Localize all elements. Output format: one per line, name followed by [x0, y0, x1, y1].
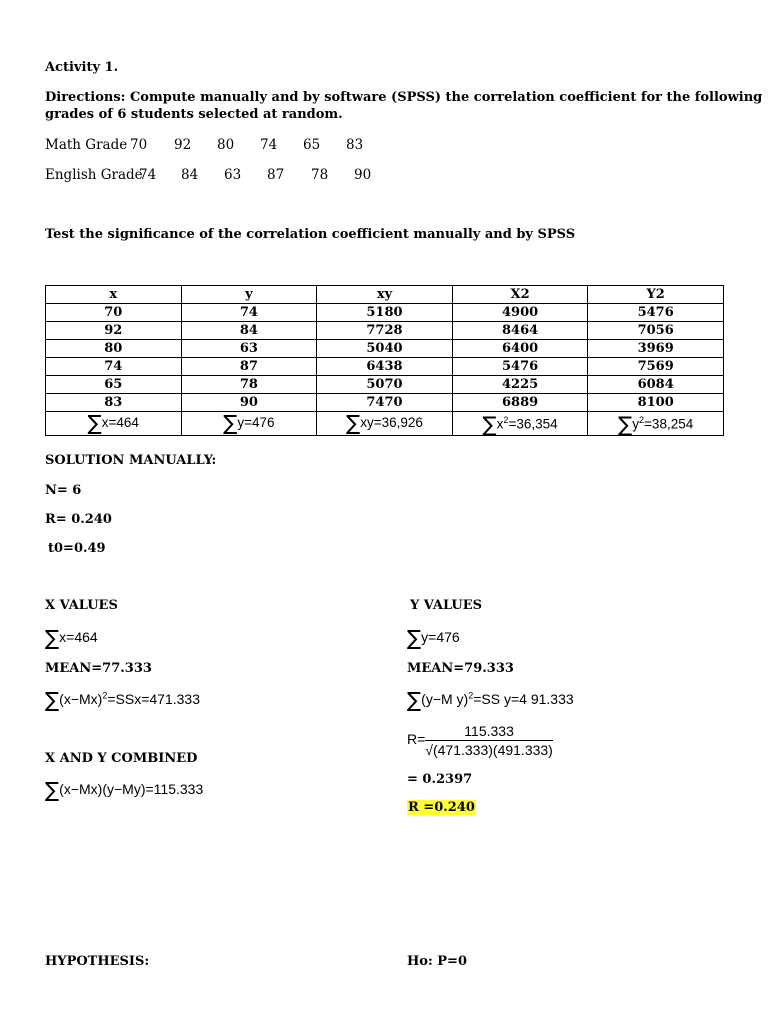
sigma-icon: ∑	[407, 688, 422, 712]
table-row	[46, 340, 724, 358]
table-cell: 74	[181, 304, 317, 322]
table-header-cell: y	[181, 286, 317, 304]
y-mean: MEAN=79.333	[407, 661, 514, 676]
x-mean: MEAN=77.333	[45, 661, 152, 676]
table-row	[46, 376, 724, 394]
sigma-icon: ∑	[407, 626, 422, 650]
math-grade-value: 74	[260, 137, 278, 153]
table-cell: 4225	[452, 376, 588, 394]
table-cell: 8464	[452, 322, 588, 340]
table-header-cell: Y2	[588, 286, 724, 304]
english-grade-value: 84	[181, 167, 199, 183]
table-row	[46, 394, 724, 412]
r-denominator: √(471.333)(491.333)	[425, 742, 553, 758]
n-line: N= 6	[45, 483, 82, 498]
sum-cell: $\sum y^2=38,254$	[588, 412, 724, 436]
x-sum: ∑x=464	[45, 626, 98, 650]
table-cell: 74	[46, 358, 182, 376]
math-grade-value: 70	[130, 137, 148, 153]
y-sum: ∑y=476	[407, 626, 460, 650]
table-cell: 5070	[317, 376, 453, 394]
table-cell: 92	[46, 322, 182, 340]
table-cell: 80	[46, 340, 182, 358]
table-header-cell: x	[46, 286, 182, 304]
r-approx: = 0.2397	[407, 772, 473, 787]
table-header-cell: xy	[317, 286, 453, 304]
sum-value: y=476	[237, 415, 275, 431]
sum-cell	[46, 412, 182, 436]
sum-cell	[181, 412, 317, 436]
table-row	[46, 304, 724, 322]
y-values-heading: Y VALUES	[410, 598, 483, 613]
combined-formula: ∑(x−Mx)(y−My)=115.333	[45, 778, 204, 802]
table-cell: 87	[181, 358, 317, 376]
table-cell: 5476	[452, 358, 588, 376]
sigma-icon: ∑	[45, 688, 60, 712]
table-cell: 7470	[317, 394, 453, 412]
sum-cell	[317, 412, 453, 436]
x-values-heading: X VALUES	[45, 598, 118, 613]
sigma-icon: ∑	[482, 412, 497, 437]
table-cell: 4900	[452, 304, 588, 322]
sigma-icon: ∑	[223, 411, 238, 436]
sum-value: =38,254	[644, 416, 694, 432]
sigma-icon: ∑	[346, 411, 361, 436]
hypothesis-label: HYPOTHESIS:	[45, 954, 150, 969]
y-sum-of-squares: ∑(y−M y)$^2$=SS y=4 91.333	[407, 688, 574, 712]
table-cell: 84	[181, 322, 317, 340]
computation-table	[45, 285, 724, 436]
sum-value: =36,354	[508, 416, 558, 432]
sigma-icon: ∑	[45, 778, 60, 802]
table-row	[46, 322, 724, 340]
table-cell: 70	[46, 304, 182, 322]
table-cell: 90	[181, 394, 317, 412]
significance-instruction: Test the significance of the correlation coefficient manually and by SPSS	[45, 227, 576, 242]
english-grade-value: 87	[267, 167, 285, 183]
table-cell: 6400	[452, 340, 588, 358]
table-cell: 5180	[317, 304, 453, 322]
table-cell: 78	[181, 376, 317, 394]
table-cell: 6438	[317, 358, 453, 376]
sum-cell: $\sum x^2=36,354$	[452, 412, 588, 436]
sigma-icon: ∑	[87, 411, 102, 436]
english-grade-value: 63	[224, 167, 242, 183]
math-grade-value: 65	[303, 137, 321, 153]
table-header-row	[46, 286, 724, 304]
solution-heading: SOLUTION MANUALLY:	[45, 453, 217, 468]
t-line: t0=0.49	[48, 541, 106, 556]
table-cell: 6889	[452, 394, 588, 412]
table-cell: 3969	[588, 340, 724, 358]
english-grade-value: 74	[139, 167, 157, 183]
activity-title: Activity 1.	[45, 60, 119, 75]
directions-line-1: Directions: Compute manually and by software (SPSS) the correlation coefficient for the following	[45, 90, 763, 105]
table-cell: 5040	[317, 340, 453, 358]
r-formula	[407, 723, 553, 758]
table-cell: 7056	[588, 322, 724, 340]
sum-value: x=464	[101, 415, 139, 431]
r-line: R= 0.240	[45, 512, 112, 527]
sigma-icon: ∑	[45, 626, 60, 650]
english-grade-value: 78	[311, 167, 329, 183]
english-grade-label: English Grade	[45, 167, 143, 183]
english-grade-value: 90	[354, 167, 372, 183]
null-hypothesis: Ho: P=0	[407, 954, 467, 969]
table-cell: 7569	[588, 358, 724, 376]
r-result: R =0.240	[408, 800, 475, 815]
sigma-icon: ∑	[618, 412, 633, 437]
table-cell: 83	[46, 394, 182, 412]
table-row	[46, 358, 724, 376]
r-fraction	[425, 723, 553, 758]
math-grade-value: 92	[174, 137, 192, 153]
sum-value: xy=36,926	[360, 415, 423, 431]
table-cell: 63	[181, 340, 317, 358]
table-cell: 5476	[588, 304, 724, 322]
table-cell: 8100	[588, 394, 724, 412]
table-header-cell: X2	[452, 286, 588, 304]
table-cell: 6084	[588, 376, 724, 394]
math-grade-label: Math Grade	[45, 137, 128, 153]
table-sum-row	[46, 412, 724, 436]
table-cell: 7728	[317, 322, 453, 340]
r-numerator: 115.333	[425, 723, 553, 741]
x-sum-of-squares: $\sum(x-Mx)^2=SSx=471.333$	[45, 688, 200, 712]
math-grade-value: 80	[217, 137, 235, 153]
combined-heading: X AND Y COMBINED	[45, 751, 198, 766]
table-cell: 65	[46, 376, 182, 394]
math-grade-value: 83	[346, 137, 364, 153]
directions-line-2: grades of 6 students selected at random.	[45, 107, 343, 122]
r-formula-lhs: R=	[407, 731, 426, 748]
